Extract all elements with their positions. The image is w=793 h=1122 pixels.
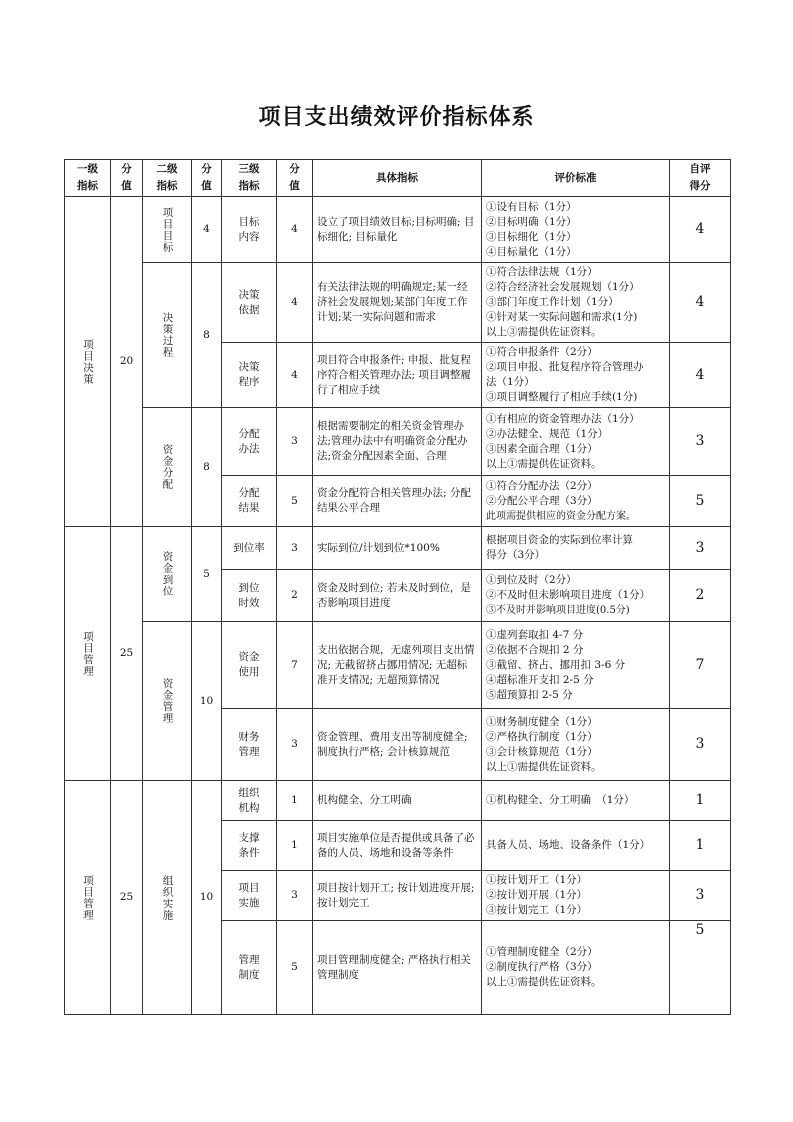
level1-cell: 项目决策 (65, 197, 111, 527)
level2-score: 10 (192, 781, 222, 1015)
header-level3: 三级 指标 (222, 160, 277, 197)
level3-cell: 分配 办法 (222, 408, 277, 476)
indicator-cell: 资金及时到位; 若未及时到位，是否影响项目进度 (313, 570, 482, 622)
table-row (65, 408, 731, 476)
level2-cell: 资金到位 (143, 527, 192, 622)
self-score: 4 (670, 197, 731, 263)
indicator-cell: 项目实施单位是否提供或具备了必备的人员、场地和设备等条件 (313, 821, 482, 871)
self-score: 5 (670, 921, 731, 1015)
criteria-cell: ①财务制度健全（1分） ②严格执行制度（1分） ③会计核算规范（1分） 以上①需提供佐证资料。 (482, 709, 670, 781)
level2-cell: 项目目标 (143, 197, 192, 263)
level1-cell: 项目管理 (65, 527, 111, 781)
table-row (65, 781, 731, 821)
header-self-score: 自评 得分 (670, 160, 731, 197)
self-score: 2 (670, 570, 731, 622)
indicator-cell: 支出依据合规，无虚列项目支出情况; 无截留挤占挪用情况; 无超标准开支情况; 无超预算情况 (313, 622, 482, 709)
indicator-cell: 根据需要制定的相关资金管理办法;管理办法中有明确资金分配办法;资金分配因素全面、合理 (313, 408, 482, 476)
level2-score: 5 (192, 527, 222, 622)
criteria-cell: ①设有目标（1分） ②目标明确（1分） ③目标细化（1分） ④目标量化（1分） (482, 197, 670, 263)
header-level2: 二级 指标 (143, 160, 192, 197)
level1-score: 25 (111, 527, 143, 781)
level2-score: 8 (192, 263, 222, 408)
criteria-cell: ①到位及时（2分） ②不及时但未影响项目进度（1分） ③不及时并影响项目进度(0.5分) (482, 570, 670, 622)
criteria-cell: ①机构健全、分工明确 （1分） (482, 781, 670, 821)
indicator-cell: 项目符合申报条件; 申报、批复程序符合相关管理办法; 项目调整履行了相应手续 (313, 343, 482, 408)
table-row (65, 622, 731, 709)
level3-score: 2 (277, 570, 313, 622)
level3-score: 5 (277, 476, 313, 527)
header-level1: 一级 指标 (65, 160, 111, 197)
level3-score: 1 (277, 821, 313, 871)
table-row (65, 527, 731, 570)
level3-score: 4 (277, 197, 313, 263)
self-score: 7 (670, 622, 731, 709)
level3-cell: 决策 程序 (222, 343, 277, 408)
indicator-cell: 资金管理、费用支出等制度健全; 制度执行严格; 会计核算规范 (313, 709, 482, 781)
criteria-cell: ①符合申报条件（2分） ②项目申报、批复程序符合管理办 法（1分） ③项目调整履行了相应手续(1分) (482, 343, 670, 408)
level2-cell: 资金分配 (143, 408, 192, 527)
self-score: 1 (670, 821, 731, 871)
level3-cell: 支撑 条件 (222, 821, 277, 871)
header-score1: 分 值 (111, 160, 143, 197)
level3-score: 3 (277, 527, 313, 570)
level3-cell: 财务 管理 (222, 709, 277, 781)
level3-cell: 资金 使用 (222, 622, 277, 709)
self-score: 4 (670, 343, 731, 408)
header-indicator: 具体指标 (313, 160, 482, 197)
criteria-cell: ①有相应的资金管理办法（1分） ②办法健全、规范（1分） ③因素全面合理（1分） 以上①需提供佐证资料。 (482, 408, 670, 476)
self-score: 3 (670, 527, 731, 570)
level1-score: 25 (111, 781, 143, 1015)
self-score: 4 (670, 263, 731, 343)
level3-cell: 分配 结果 (222, 476, 277, 527)
self-score: 3 (670, 408, 731, 476)
level3-score: 3 (277, 408, 313, 476)
level3-score: 3 (277, 871, 313, 921)
level2-score: 10 (192, 622, 222, 781)
criteria-cell: ①符合分配办法（2分） ②分配公平合理（3分） 此项需提供相应的资金分配方案。 (482, 476, 670, 527)
header-score2: 分 值 (192, 160, 222, 197)
level3-cell: 到位 时效 (222, 570, 277, 622)
level1-cell: 项目管理 (65, 781, 111, 1015)
level2-score: 8 (192, 408, 222, 527)
level3-cell: 组织 机构 (222, 781, 277, 821)
table-row (65, 197, 731, 263)
page-title: 项目支出绩效评价指标体系 (258, 105, 535, 130)
level3-cell: 管理 制度 (222, 921, 277, 1015)
criteria-cell: 具备人员、场地、设备条件（1分） (482, 821, 670, 871)
indicator-cell: 设立了项目绩效目标;目标明确; 目标细化; 目标量化 (313, 197, 482, 263)
criteria-cell: ①按计划开工（1分） ②按计划开展（1分） ③按计划完工（1分） (482, 871, 670, 921)
level2-cell: 决策过程 (143, 263, 192, 408)
level3-score: 4 (277, 343, 313, 408)
level2-score: 4 (192, 197, 222, 263)
criteria-cell: ①符合法律法规（1分） ②符合经济社会发展规划（1分） ③部门年度工作计划（1分） ④针对某一实际问题和需求(1分) 以上③需提供佐证资料。 (482, 263, 670, 343)
indicator-cell: 有关法律法规的明确规定;某一经济社会发展规划;某部门年度工作计划;某一实际问题和需求 (313, 263, 482, 343)
level3-score: 5 (277, 921, 313, 1015)
level2-cell: 资金管理 (143, 622, 192, 781)
level2-cell: 组织实施 (143, 781, 192, 1015)
level3-cell: 项目 实施 (222, 871, 277, 921)
header-criteria: 评价标准 (482, 160, 670, 197)
indicator-table (64, 159, 731, 1015)
level3-score: 7 (277, 622, 313, 709)
self-score: 1 (670, 781, 731, 821)
indicator-cell: 项目按计划开工; 按计划进度开展; 按计划完工 (313, 871, 482, 921)
indicator-cell: 项目管理制度健全; 严格执行相关管理制度 (313, 921, 482, 1015)
level3-score: 3 (277, 709, 313, 781)
criteria-cell: ①管理制度健全（2分） ②制度执行严格（3分） 以上①需提供佐证资料。 (482, 921, 670, 1015)
self-score: 3 (670, 709, 731, 781)
level3-score: 4 (277, 263, 313, 343)
header-row (65, 160, 731, 197)
level3-cell: 到位率 (222, 527, 277, 570)
table-row (65, 263, 731, 343)
level3-score: 1 (277, 781, 313, 821)
header-score3: 分 值 (277, 160, 313, 197)
level1-score: 20 (111, 197, 143, 527)
criteria-cell: ①虚列套取扣 4-7 分 ②依据不合规扣 2 分 ③截留、挤占、挪用扣 3-6 分 ④超标准开支扣 2-5 分 ⑤超预算扣 2-5 分 (482, 622, 670, 709)
level3-cell: 决策 依据 (222, 263, 277, 343)
indicator-cell: 机构健全、分工明确 (313, 781, 482, 821)
indicator-cell: 资金分配符合相关管理办法; 分配结果公平合理 (313, 476, 482, 527)
indicator-cell: 实际到位/计划到位*100% (313, 527, 482, 570)
level3-cell: 目标 内容 (222, 197, 277, 263)
self-score: 3 (670, 871, 731, 921)
criteria-cell: 根据项目资金的实际到位率计算 得分（3分） (482, 527, 670, 570)
self-score: 5 (670, 476, 731, 527)
